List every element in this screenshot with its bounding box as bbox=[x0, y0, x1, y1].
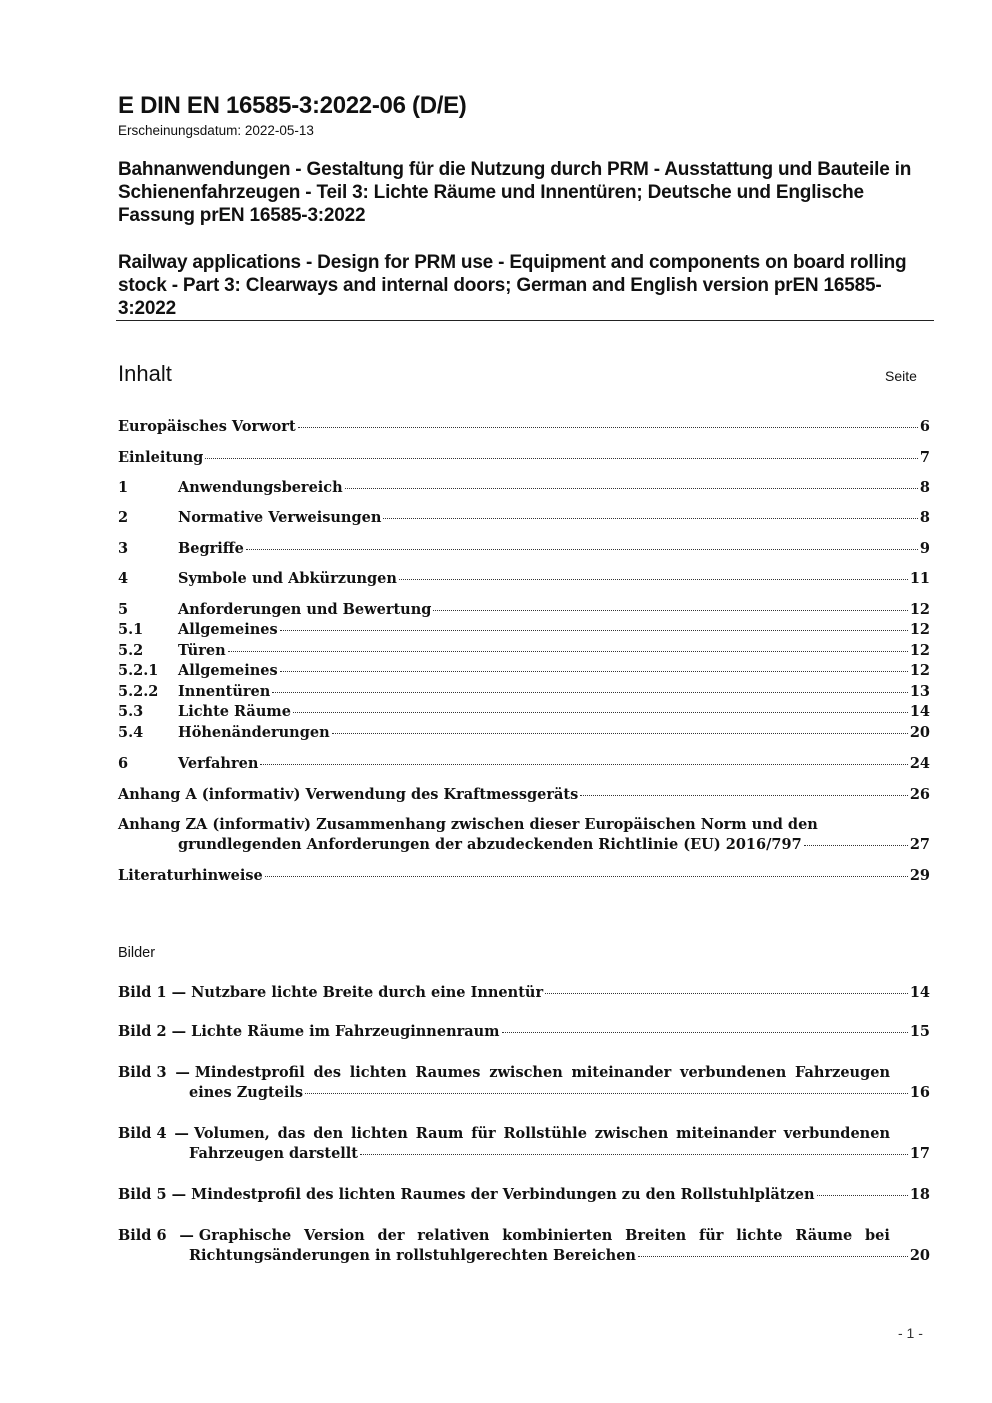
toc-entry-page: 24 bbox=[909, 755, 930, 772]
toc-entry-title: Innentüren bbox=[178, 683, 271, 700]
toc-entry-number: 5.3 bbox=[118, 703, 144, 720]
figure-entry-title: Bild 2 — Lichte Räume im Fahrzeuginnenraum bbox=[118, 1023, 500, 1040]
toc-entry[interactable] bbox=[118, 754, 930, 774]
figure-entry[interactable] bbox=[118, 1022, 930, 1042]
figure-title-word: kombinierten bbox=[502, 1227, 613, 1244]
toc-entry-title: Verfahren bbox=[178, 755, 259, 772]
toc-entry-title: Anhang A (informativ) Verwendung des Kraftmessgeräts bbox=[118, 786, 579, 803]
figure-title-word: miteinander bbox=[676, 1125, 776, 1142]
contents-heading: Inhalt bbox=[118, 361, 172, 386]
figure-entry-page: 16 bbox=[909, 1084, 930, 1101]
page-column-label: Seite bbox=[885, 368, 917, 384]
toc-leader bbox=[804, 845, 908, 846]
toc-leader bbox=[383, 518, 918, 519]
figure-title-word: verbundenen bbox=[783, 1125, 890, 1142]
figure-title-word: das bbox=[277, 1125, 306, 1142]
toc-entry-number: 5.1 bbox=[118, 621, 144, 638]
toc-entry-title: Anforderungen und Bewertung bbox=[178, 601, 432, 618]
toc-entry-title: Türen bbox=[178, 642, 226, 659]
toc-entry-page: 7 bbox=[919, 449, 930, 466]
toc-entry-title: Normative Verweisungen bbox=[178, 509, 382, 526]
title-english: Railway applications - Design for PRM use - Equipment and components on board rolling stock - Part 3: Clearways and internal doors; German and English version prEN 16585-3:2022 bbox=[118, 252, 907, 319]
toc-entry-page: 12 bbox=[909, 601, 930, 618]
toc-leader bbox=[638, 1256, 908, 1257]
toc-entry-page: 8 bbox=[919, 509, 930, 526]
figure-title-word: — Mindestprofil bbox=[175, 1064, 305, 1081]
toc-leader bbox=[360, 1154, 908, 1155]
figure-title-word: lichte bbox=[736, 1227, 783, 1244]
toc-entry-title-continued: grundlegenden Anforderungen der abzudeckenden Richtlinie (EU) 2016/797 bbox=[178, 836, 802, 853]
figure-title-word: Version bbox=[304, 1227, 365, 1244]
toc-entry-number: 5.2.1 bbox=[118, 662, 159, 679]
toc-leader bbox=[272, 692, 908, 693]
toc-leader bbox=[580, 795, 908, 796]
figure-entry-page: 18 bbox=[909, 1186, 930, 1203]
figure-entry-title-continued: eines Zugteils bbox=[189, 1084, 304, 1101]
figure-title-word: Bild 6 bbox=[118, 1227, 167, 1244]
figure-entry-page: 14 bbox=[909, 984, 930, 1001]
toc-entry-page: 13 bbox=[909, 683, 930, 700]
toc-entry-page: 20 bbox=[909, 724, 930, 741]
toc-leader bbox=[280, 671, 908, 672]
figure-title-word: — Volumen, bbox=[174, 1125, 270, 1142]
publication-date: Erscheinungsdatum: 2022-05-13 bbox=[118, 123, 314, 138]
page-number: - 1 - bbox=[898, 1325, 923, 1341]
toc-leader bbox=[265, 876, 908, 877]
toc-entry-title: Allgemeines bbox=[178, 621, 278, 638]
toc-entry[interactable] bbox=[118, 785, 930, 805]
title-german: Bahnanwendungen - Gestaltung für die Nutzung durch PRM - Ausstattung und Bauteile in Schienenfahrzeugen - Teil 3: Lichte Räume und Innentüren; Deutsche und Englische Fassung prEN 16585-3:2022 bbox=[118, 159, 912, 226]
toc-entry-page: 12 bbox=[909, 621, 930, 638]
toc-leader bbox=[399, 579, 908, 580]
toc-leader bbox=[280, 630, 908, 631]
toc-entry-title: Literaturhinweise bbox=[118, 867, 263, 884]
figure-title-word: der bbox=[377, 1227, 405, 1244]
figure-title-word: lichten bbox=[350, 1125, 408, 1142]
toc-leader bbox=[545, 993, 908, 994]
toc-entry-number: 5.2.2 bbox=[118, 683, 159, 700]
toc-entry-title: Einleitung bbox=[118, 449, 204, 466]
figure-entry-page: 17 bbox=[909, 1145, 930, 1162]
toc-entry-title: Symbole und Abkürzungen bbox=[178, 570, 397, 587]
figure-title-word: — Graphische bbox=[179, 1227, 292, 1244]
figure-entry-title: Bild 5 — Mindestprofil des lichten Raumes der Verbindungen zu den Rollstuhlplätzen bbox=[118, 1186, 815, 1203]
figure-title-word: zwischen bbox=[594, 1125, 669, 1142]
toc-entry-page: 14 bbox=[909, 703, 930, 720]
toc-entry-title: Höhenänderungen bbox=[178, 724, 330, 741]
figure-title-word: Raum bbox=[415, 1125, 464, 1142]
toc-entry[interactable] bbox=[118, 508, 930, 528]
figure-title-word: Bild 4 bbox=[118, 1125, 167, 1142]
toc-entry-number: 1 bbox=[118, 479, 129, 496]
toc-entry[interactable] bbox=[118, 815, 930, 855]
toc-entry[interactable] bbox=[118, 539, 930, 559]
toc-entry[interactable] bbox=[118, 448, 930, 468]
toc-entry[interactable] bbox=[118, 620, 930, 640]
toc-entry[interactable] bbox=[118, 723, 930, 743]
figure-entry-title-continued: Richtungsänderungen in rollstuhlgerechten Bereichen bbox=[189, 1247, 636, 1264]
toc-entry-title: Anhang ZA (informativ) Zusammenhang zwischen dieser Europäischen Norm und den bbox=[118, 816, 818, 833]
toc-leader bbox=[345, 488, 918, 489]
figure-title-word: Bild 3 bbox=[118, 1064, 167, 1081]
figure-entry-page: 20 bbox=[909, 1247, 930, 1264]
figure-entry[interactable] bbox=[118, 1226, 930, 1266]
figure-entry[interactable] bbox=[118, 1063, 930, 1103]
toc-entry-page: 29 bbox=[909, 867, 930, 884]
toc-entry-number: 6 bbox=[118, 755, 129, 772]
toc-leader bbox=[502, 1032, 908, 1033]
toc-entry-page: 9 bbox=[919, 540, 930, 557]
figure-title-word: für bbox=[471, 1125, 496, 1142]
toc-entry[interactable] bbox=[118, 417, 930, 437]
toc-entry-page: 27 bbox=[909, 836, 930, 853]
toc-entry-title: Lichte Räume bbox=[178, 703, 291, 720]
toc-entry-title: Allgemeines bbox=[178, 662, 278, 679]
figure-entry-title bbox=[118, 1063, 890, 1083]
figure-title-word: Fahrzeugen bbox=[795, 1064, 890, 1081]
toc-entry[interactable] bbox=[118, 661, 930, 681]
document-id: E DIN EN 16585-3:2022-06 (D/E) bbox=[118, 92, 467, 119]
toc-leader bbox=[305, 1093, 908, 1094]
toc-entry[interactable] bbox=[118, 600, 930, 620]
toc-entry[interactable] bbox=[118, 866, 930, 886]
toc-leader bbox=[817, 1195, 908, 1196]
figure-entry-title: Bild 1 — Nutzbare lichte Breite durch eine Innentür bbox=[118, 984, 544, 1001]
toc-leader bbox=[228, 651, 908, 652]
toc-entry-number: 5.4 bbox=[118, 724, 144, 741]
toc-leader bbox=[298, 427, 918, 428]
figure-entry-page: 15 bbox=[909, 1023, 930, 1040]
figure-title-word: des bbox=[313, 1064, 341, 1081]
figure-title-word: für bbox=[699, 1227, 724, 1244]
figure-title-word: lichten bbox=[349, 1064, 407, 1081]
figure-entry-title bbox=[118, 1124, 890, 1144]
figure-title-word: Raumes bbox=[415, 1064, 481, 1081]
toc-entry-number: 3 bbox=[118, 540, 129, 557]
toc-entry-page: 12 bbox=[909, 642, 930, 659]
toc-entry-page: 11 bbox=[909, 570, 930, 587]
figure-title-word: bei bbox=[864, 1227, 890, 1244]
figure-title-word: Breiten bbox=[625, 1227, 687, 1244]
figure-title-word: verbundenen bbox=[680, 1064, 787, 1081]
figure-title-word: zwischen bbox=[489, 1064, 563, 1081]
toc-entry-title: Begriffe bbox=[178, 540, 244, 557]
figure-entry-title-continued: Fahrzeugen darstellt bbox=[189, 1145, 359, 1162]
toc-entry[interactable] bbox=[118, 641, 930, 661]
toc-entry[interactable] bbox=[118, 702, 930, 722]
figure-entry[interactable] bbox=[118, 983, 930, 1003]
toc-entry-number: 5 bbox=[118, 601, 129, 618]
toc-entry-number: 4 bbox=[118, 570, 129, 587]
toc-entry-page: 12 bbox=[909, 662, 930, 679]
figure-entry[interactable] bbox=[118, 1185, 930, 1205]
toc-entry[interactable] bbox=[118, 478, 930, 498]
toc-entry[interactable] bbox=[118, 682, 930, 702]
figure-entry-title bbox=[118, 1226, 890, 1246]
toc-leader bbox=[246, 549, 918, 550]
figure-title-word: den bbox=[313, 1125, 344, 1142]
toc-entry-number: 5.2 bbox=[118, 642, 144, 659]
toc-entry-page: 8 bbox=[919, 479, 930, 496]
toc-entry-title: Europäisches Vorwort bbox=[118, 418, 296, 435]
toc-leader bbox=[433, 610, 907, 611]
toc-entry[interactable] bbox=[118, 569, 930, 589]
figure-title-word: Räume bbox=[795, 1227, 853, 1244]
toc-entry-page: 26 bbox=[909, 786, 930, 803]
toc-leader bbox=[205, 458, 918, 459]
figures-heading: Bilder bbox=[118, 945, 156, 961]
toc-leader bbox=[260, 764, 907, 765]
toc-leader bbox=[332, 733, 908, 734]
toc-entry-page: 6 bbox=[919, 418, 930, 435]
figure-title-word: miteinander bbox=[571, 1064, 672, 1081]
toc-entry-title: Anwendungsbereich bbox=[178, 479, 343, 496]
figure-title-word: relativen bbox=[417, 1227, 490, 1244]
figure-entry[interactable] bbox=[118, 1124, 930, 1164]
toc-entry-number: 2 bbox=[118, 509, 129, 526]
header-divider bbox=[116, 320, 934, 321]
toc-leader bbox=[293, 712, 908, 713]
figure-title-word: Rollstühle bbox=[503, 1125, 587, 1142]
